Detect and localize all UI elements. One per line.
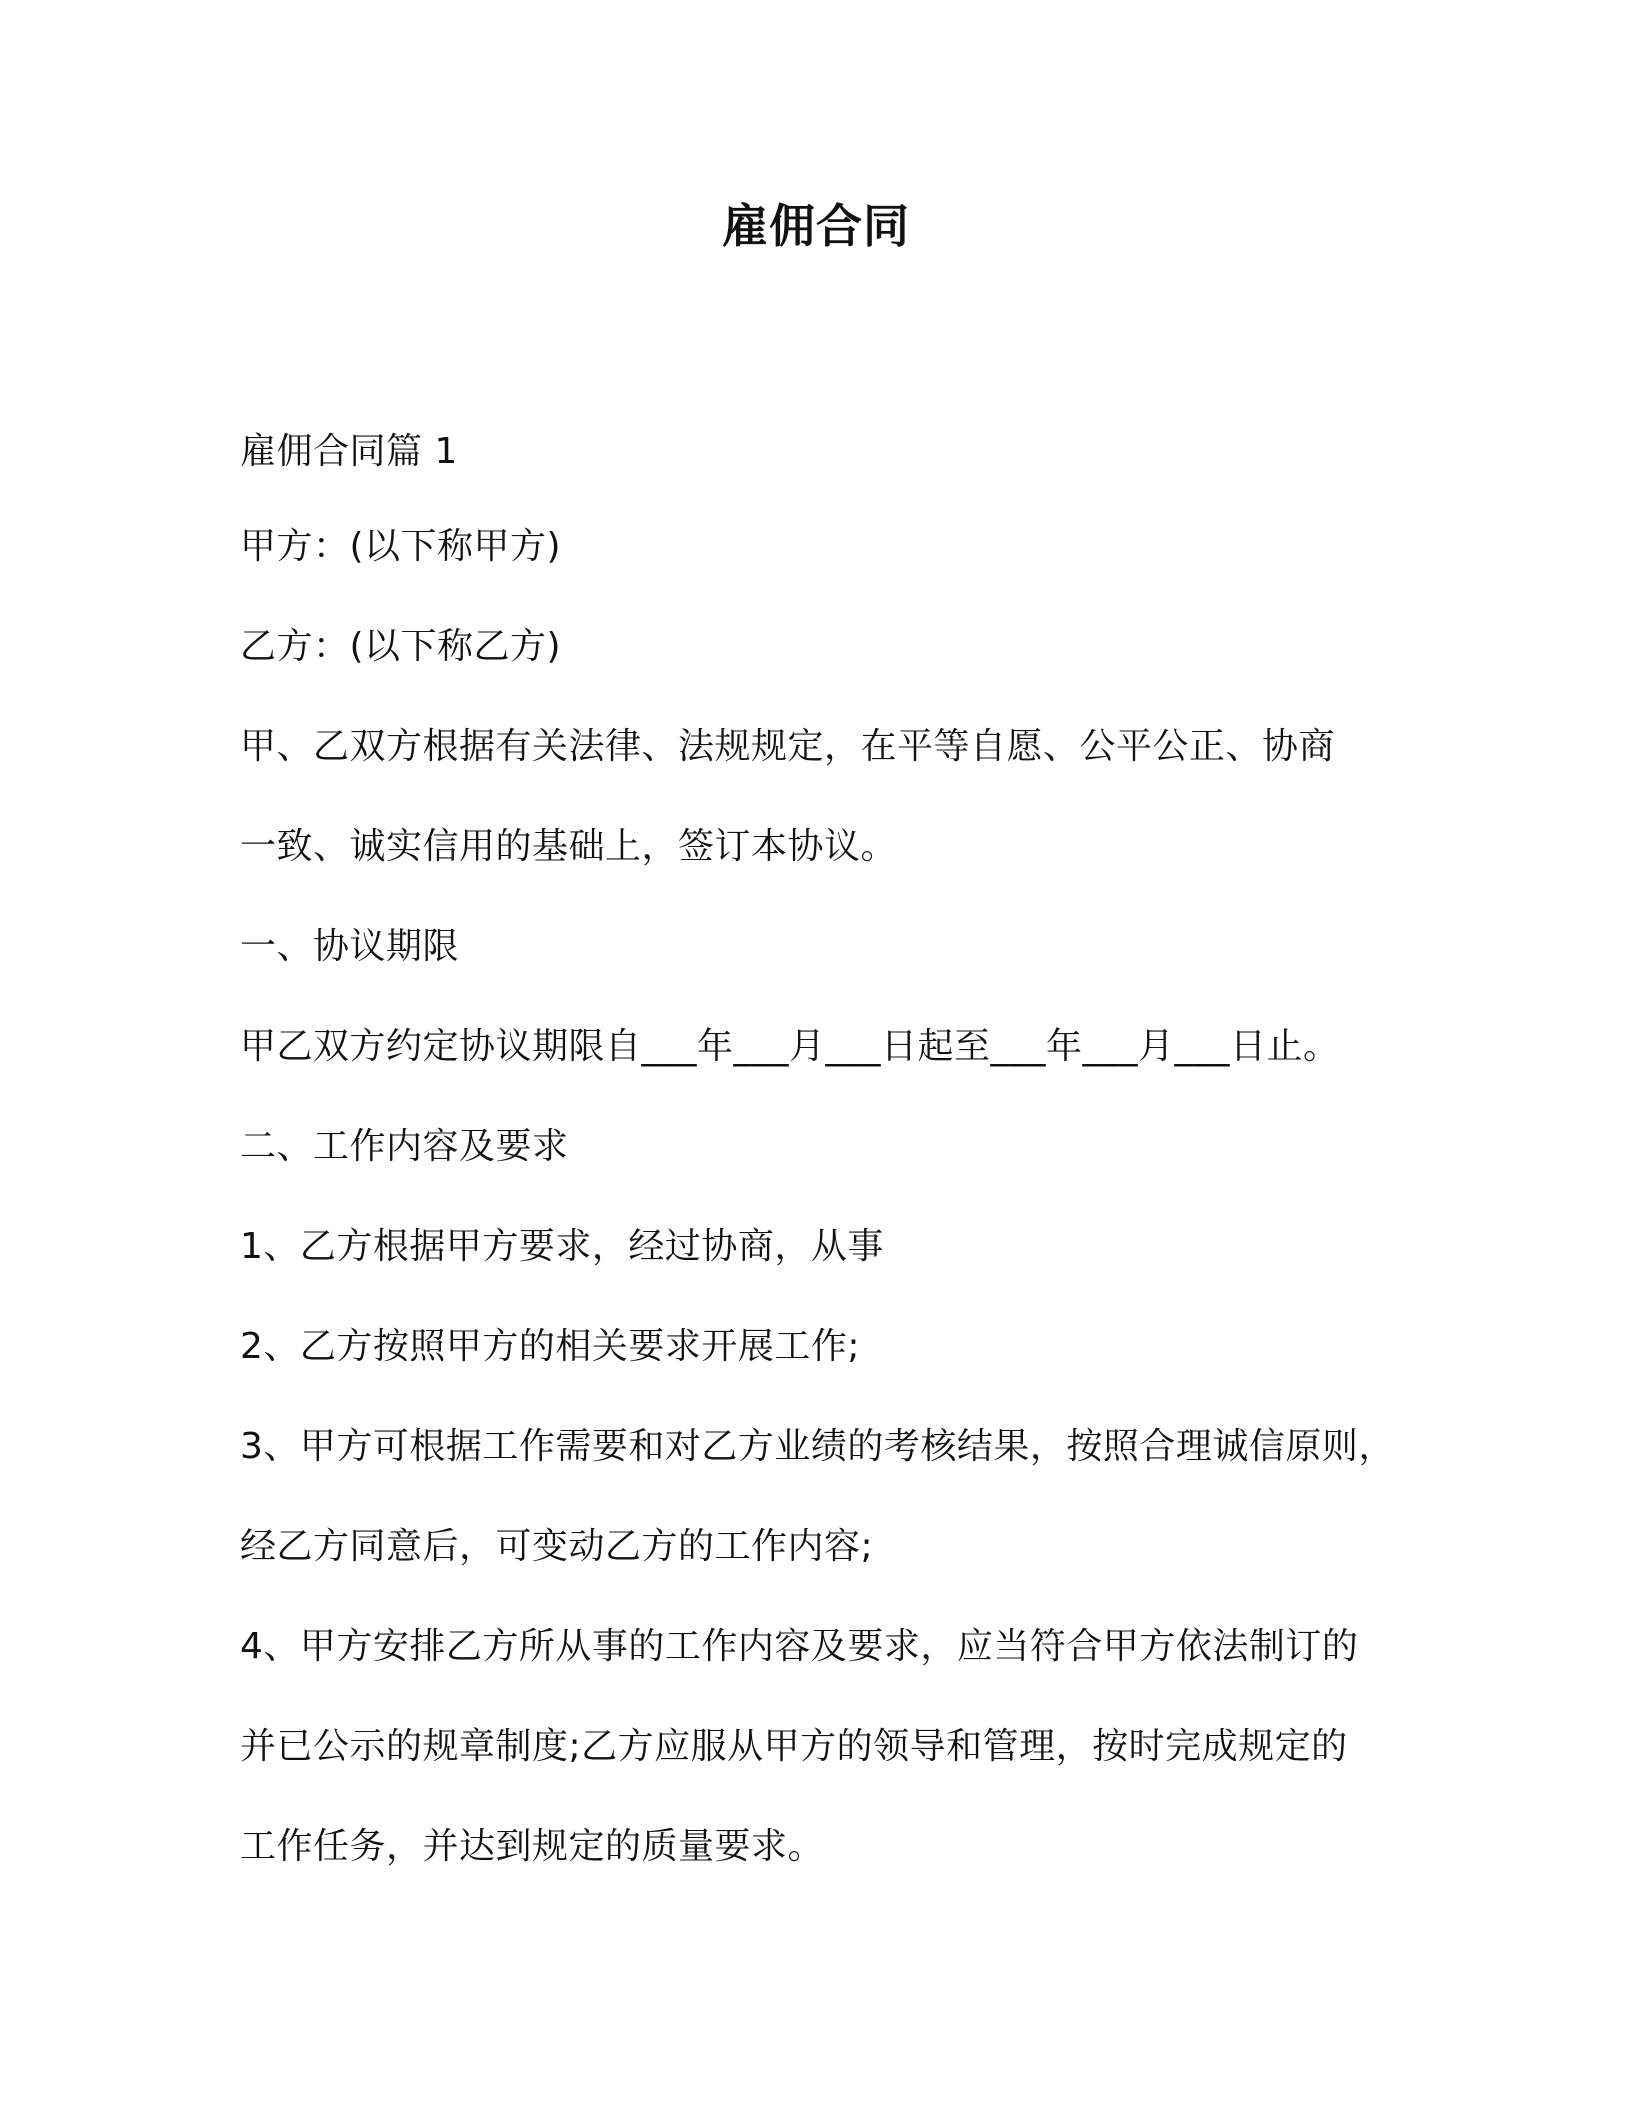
- term-line: 甲乙双方约定协议期限自___年___月___日起至___年___月___日止。: [240, 1026, 1340, 1067]
- section-heading: 雇佣合同篇 1: [240, 431, 458, 472]
- work-item-4-line-1: 4、甲方安排乙方所从事的工作内容及要求，应当符合甲方依法制订的: [240, 1626, 1359, 1667]
- work-item-3-line-2: 经乙方同意后，可变动乙方的工作内容;: [240, 1526, 874, 1567]
- work-item-4-line-2: 并已公示的规章制度;乙方应服从甲方的领导和管理，按时完成规定的: [240, 1726, 1348, 1767]
- work-item-3-line-1: 3、甲方可根据工作需要和对乙方业绩的考核结果，按照合理诚信原则，: [240, 1426, 1395, 1467]
- party-a-line: 甲方：(以下称甲方): [240, 526, 562, 567]
- clause-heading-term: 一、协议期限: [240, 926, 460, 967]
- party-b-line: 乙方：(以下称乙方): [240, 626, 562, 667]
- work-item-1: 1、乙方根据甲方要求，经过协商，从事: [240, 1226, 884, 1267]
- document-title: 雇佣合同: [722, 199, 910, 253]
- preamble-line-2: 一致、诚实信用的基础上，签订本协议。: [240, 826, 898, 867]
- work-item-4-line-3: 工作任务，并达到规定的质量要求。: [240, 1826, 825, 1867]
- clause-heading-work: 二、工作内容及要求: [240, 1126, 569, 1167]
- work-item-2: 2、乙方按照甲方的相关要求开展工作;: [240, 1326, 861, 1367]
- preamble-line-1: 甲、乙双方根据有关法律、法规规定，在平等自愿、公平公正、协商: [240, 726, 1336, 767]
